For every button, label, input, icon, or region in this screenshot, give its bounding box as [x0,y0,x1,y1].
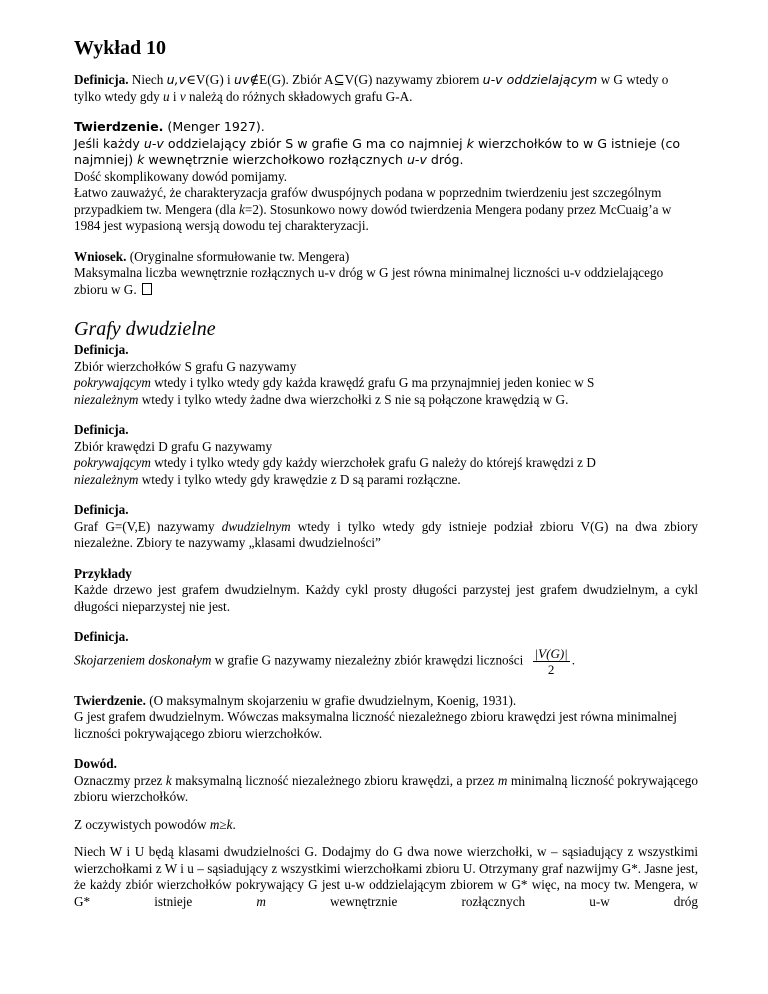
definition-edge-sets: Definicja. Zbiór krawędzi D grafu G nazywamy pokrywającym wtedy i tylko wtedy gdy każdy wierzchołek grafu G należy do którejś krawędzi z D niezależnym wtedy i tylko wtedy gdy krawędzie z D są parami rozłączne. [74,422,698,488]
definition-vertex-sets: Definicja. Zbiór wierzchołków S grafu G nazywamy pokrywającym wtedy i tylko wtedy gdy każda krawędź grafu G ma przynajmniej jeden koniec w S niezależnym wtedy i tylko wtedy żadne dwa wierzchołki z S nie są połączone krawędzią w G. [74,342,698,408]
definition-bipartite: Definicja. Graf G=(V,E) nazywamy dwudzielnym wtedy i tylko wtedy gdy istnieje podział zbioru V(G) na dwa zbiory niezależne. Zbiory te nazywamy „klasami dwudzielności” [74,502,699,550]
page-title: Wykład 10 [74,37,167,59]
proof: Dowód. Oznaczmy przez k maksymalną liczność niezależnego zbioru krawędzi, a przez m minimalną liczność pokrywającego zbioru wierzchołków. Z oczywistych powodów m≥k. Niech W i U będą klasami dwudzielności G. Dodajmy do G dwa nowe wierzchołki, w – sąsiadujący z wszystkimi wierzchołkami z W i u – sąsiadujący z wszystkimi wierzchołkami zbioru U. Otrzymany graf nazwijmy G*. Jasne jest, że każdy zbiór wierzchołków pokrywający G jest u-w oddzielającym zbiorem w G* więc, na mocy tw. Mengera, w G* istnieje m wewnętrznie rozłącznych u-w dróg [74,756,698,909]
proof-omitted-note: Dość skomplikowany dowód pomijamy. [74,168,288,184]
theorem-koenig: Twierdzenie. (O maksymalnym skojarzeniu w grafie dwudzielnym, Koenig, 1931). G jest grafem dwudzielnym. Wówczas maksymalna liczność niezależnego zbioru krawędzi jest równa minimalnej liczności pokrywającego zbioru wierzchołków. [74,692,677,741]
theorem-menger-statement: Jeśli każdy u-v oddzielający zbiór S w grafie G ma co najmniej k wierzchołków to w G istnieje (co najmniej) k wewnętrznie wierzchołkowo rozłącznych u-v dróg. [74,135,681,167]
fraction-half-vertices: $\frac{|V(G)|}{2}$ [534,645,568,677]
theorem-menger-heading: Twierdzenie. (Menger 1927). [74,119,265,134]
corollary-menger [74,249,698,299]
corollary-statement: Maksymalna liczba wewnętrznie rozłącznych u-v dróg w G jest równa minimalnej liczności u-v oddzielającego zbioru w G. [74,265,664,297]
examples: Przykłady Każde drzewo jest grafem dwudzielnym. Każdy cykl prosty długości parzystej jest grafem dwudzielnym, a cykl długości nieparzystej nie jest. [74,565,698,614]
edge-independent-def: niezależnym wtedy i tylko wtedy gdy krawędzie z D są parami rozłączne. [74,471,461,487]
vertex-independent-def: niezależnym wtedy i tylko wtedy żadne dwa wierzchołki z S nie są połączone krawędzią w G. [74,391,569,407]
proof-paragraph-2: Z oczywistych powodów m≥k. [74,816,236,832]
section-title-bipartite: Grafy dwudzielne [74,318,216,340]
menger-remark: Łatwo zauważyć, że charakteryzacja grafów dwuspójnych podana w poprzednim twierdzeniu jest szczególnym przypadkiem tw. Mengera (dla k=2). Stosunkowo nowy dowód twierdzenia Mengera podany przez McCuaig’a w 1984 jest wypasioną wersją dowodu tej charakteryzacji. [74,185,672,233]
definition-separating-set: Definicja. Niech u,v∈V(G) i uv∉E(G). Zbiór A⊆V(G) nazywamy zbiorem u-v oddzielającym w G wtedy o tylko wtedy gdy u i v należą do różnych składowych grafu G-A. [74,72,669,104]
vertex-cover-def: pokrywającym wtedy i tylko wtedy gdy każda krawędź grafu G ma przynajmniej jeden koniec w S [74,375,595,390]
theorem-menger [74,119,698,235]
qed-box-icon [142,283,152,295]
corollary-heading: Wniosek. (Oryginalne sformułowanie tw. Mengera) [74,248,350,264]
proof-paragraph-1: Oznaczmy przez k maksymalną liczność niezależnego zbioru krawędzi, a przez m minimalną liczność pokrywającego zbioru wierzchołków. [74,772,698,804]
proof-paragraph-3: Niech W i U będą klasami dwudzielności G. Dodajmy do G dwa nowe wierzchołki, w – sąsiadujący z wszystkimi wierzchołkami z W i u – sąsiadujący z wszystkimi wierzchołkami zbioru U. Otrzymany graf nazwijmy G*. Jasne jest, że każdy zbiór wierzchołków pokrywający G jest u-w oddzielającym zbiorem w G* więc, na mocy tw. Mengera, w G* istnieje m wewnętrznie rozłącznych u-w dróg [74,844,698,909]
edge-cover-def: pokrywającym wtedy i tylko wtedy gdy każdy wierzchołek grafu G należy do którejś krawędzi z D [74,455,596,470]
definition-perfect-matching: Definicja. Skojarzeniem doskonałym w grafie G nazywamy niezależny zbiór krawędzi liczności $\frac{|V(G)|}{2}$ . [74,629,576,677]
